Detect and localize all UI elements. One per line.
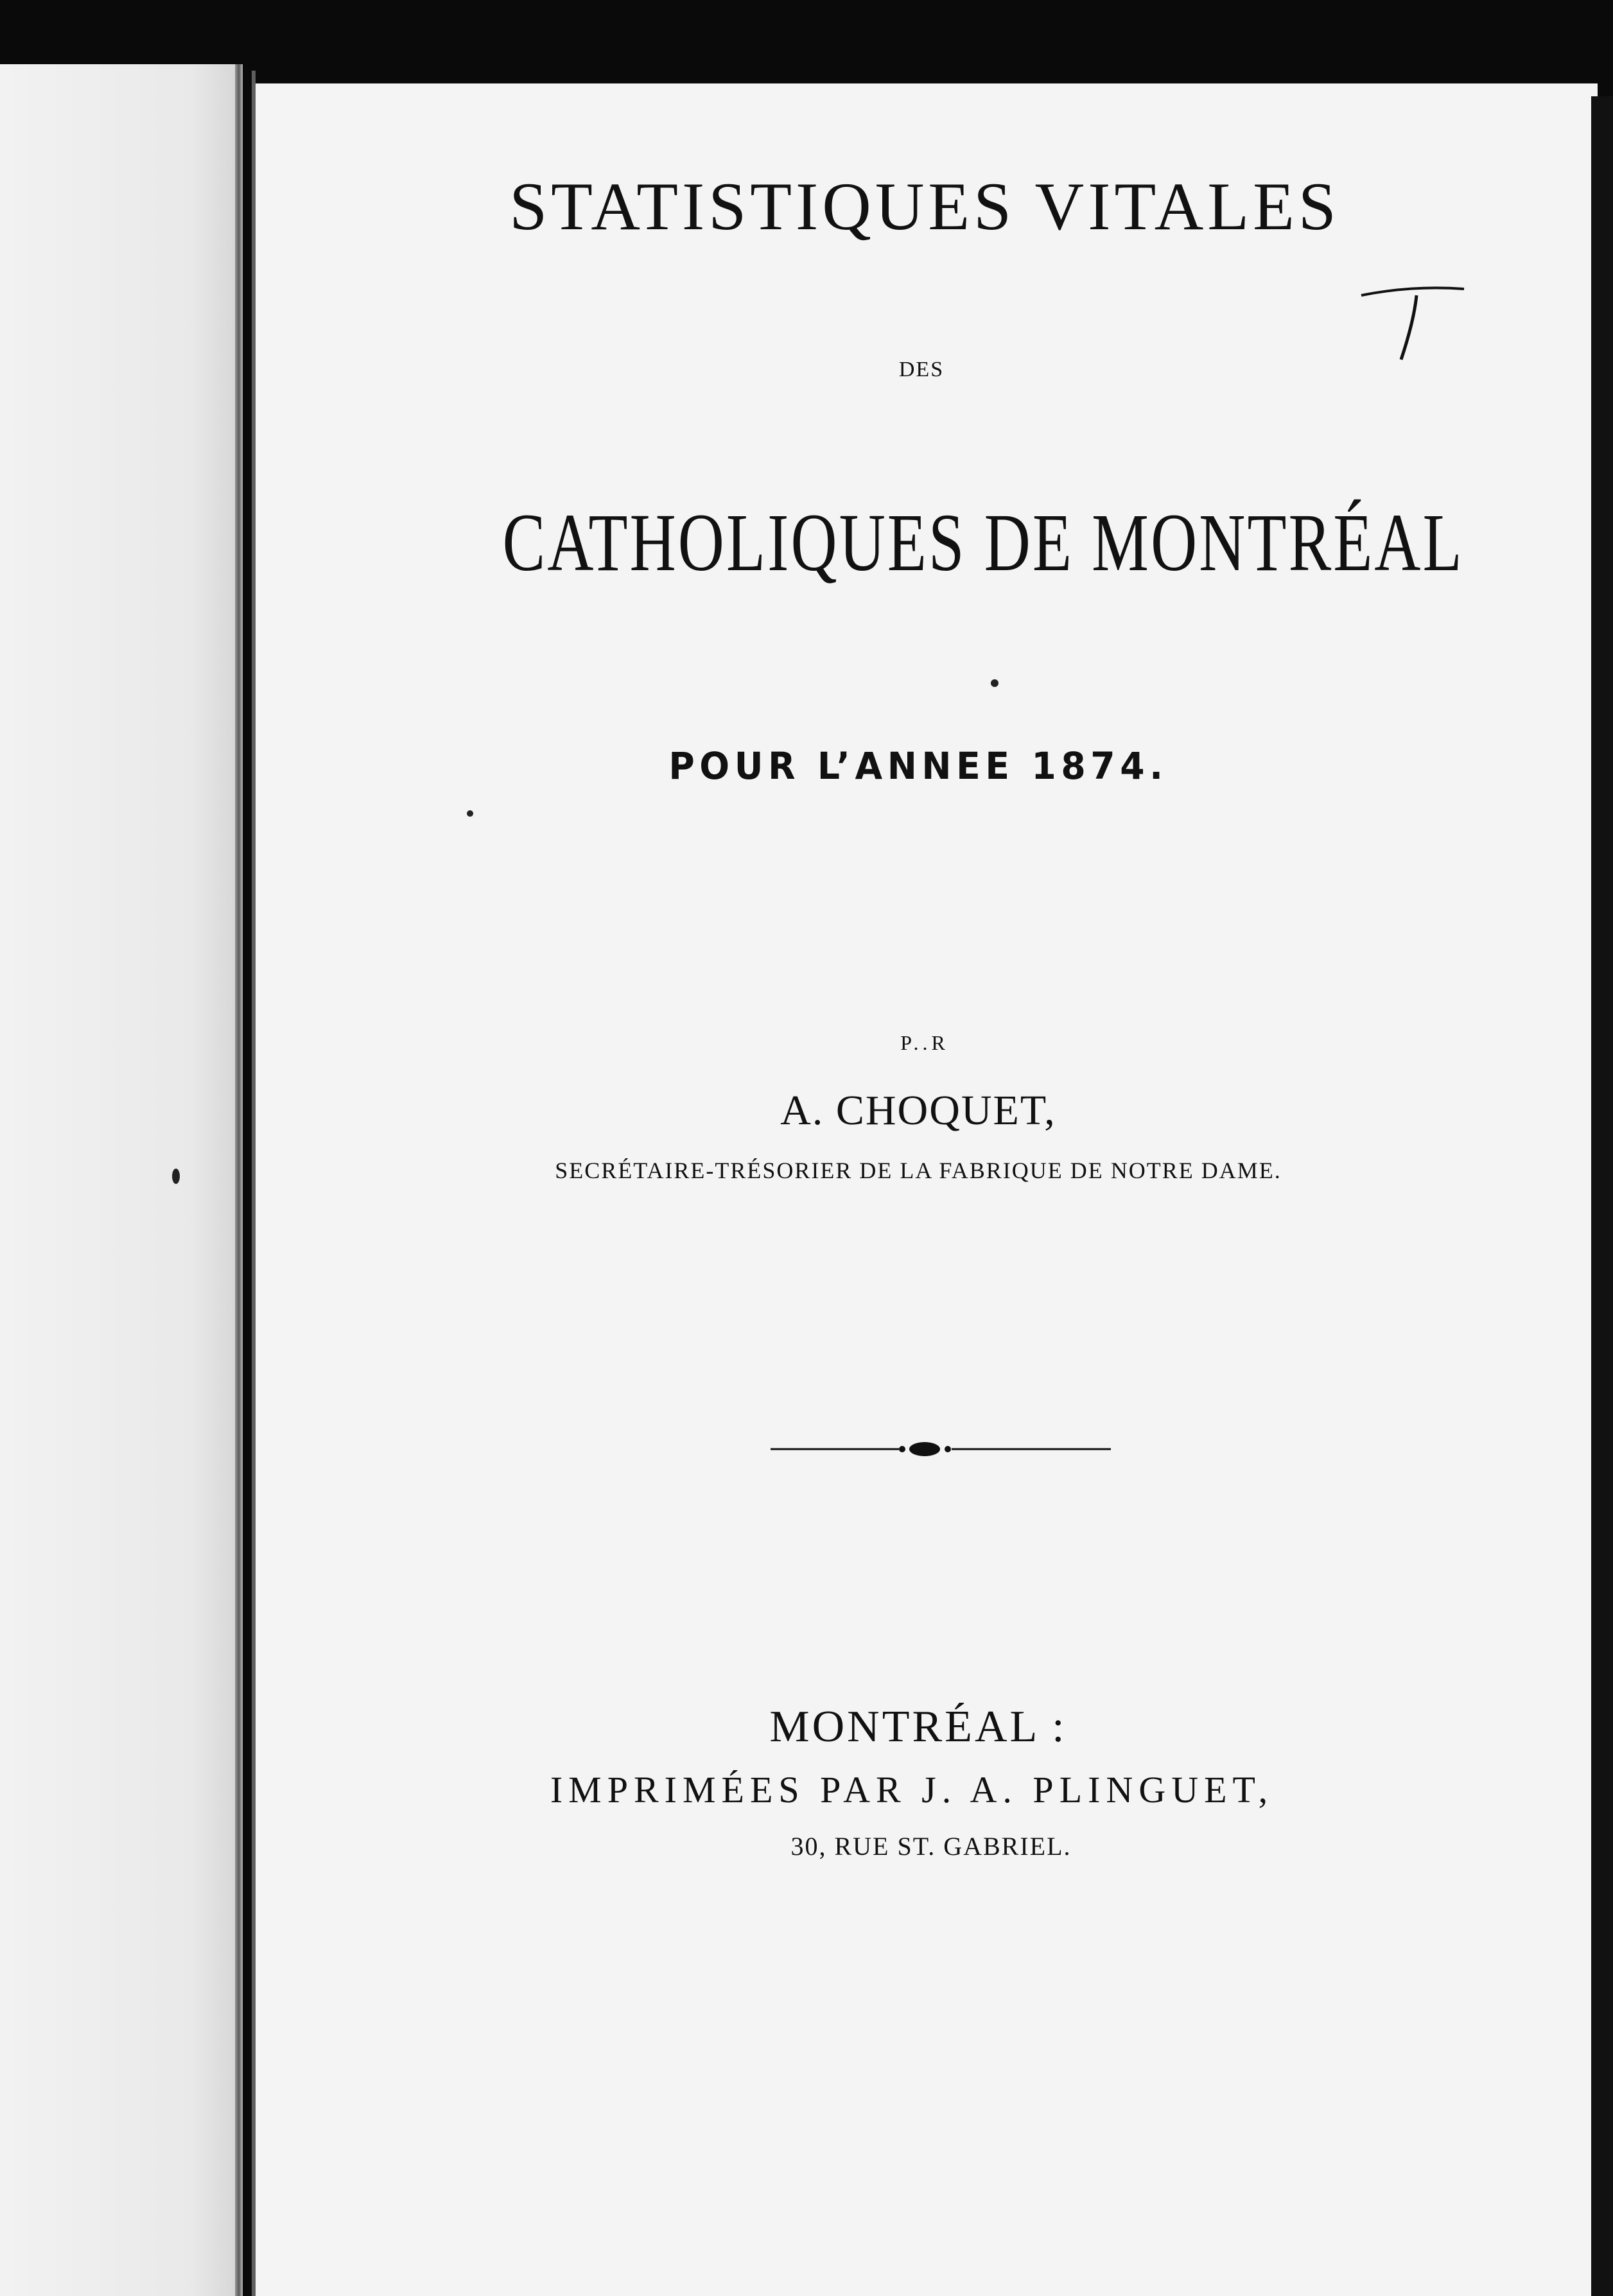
scan-speck	[172, 1169, 180, 1184]
title-connector: DES	[898, 358, 945, 381]
imprint-address: 30, RUE ST. GABRIEL.	[790, 1832, 1072, 1861]
imprint-city: MONTRÉAL :	[769, 1702, 1067, 1752]
scan-speck	[991, 679, 998, 687]
scan-speck	[467, 810, 473, 817]
document-title: STATISTIQUES VITALES	[509, 169, 1340, 244]
page-fold	[235, 64, 243, 2296]
right-edge-shadow	[1591, 96, 1613, 2296]
author-name: A. CHOQUET,	[780, 1087, 1056, 1134]
left-page-edge	[0, 64, 239, 2296]
imprint-printer: IMPRIMÉES PAR J. A. PLINGUET,	[550, 1769, 1274, 1811]
title-page	[256, 83, 1598, 2296]
handwritten-mark-icon	[1355, 276, 1470, 379]
year-line: POUR L’ANNEE 1874.	[668, 744, 1168, 788]
author-role: SECRÉTAIRE-TRÉSORIER DE LA FABRIQUE DE NOTRE DAME.	[555, 1158, 1282, 1183]
ornament-divider-icon	[771, 1433, 1111, 1465]
by-line: P..R	[900, 1031, 949, 1054]
document-subject: CATHOLIQUES DE MONTRÉAL	[502, 497, 1464, 588]
